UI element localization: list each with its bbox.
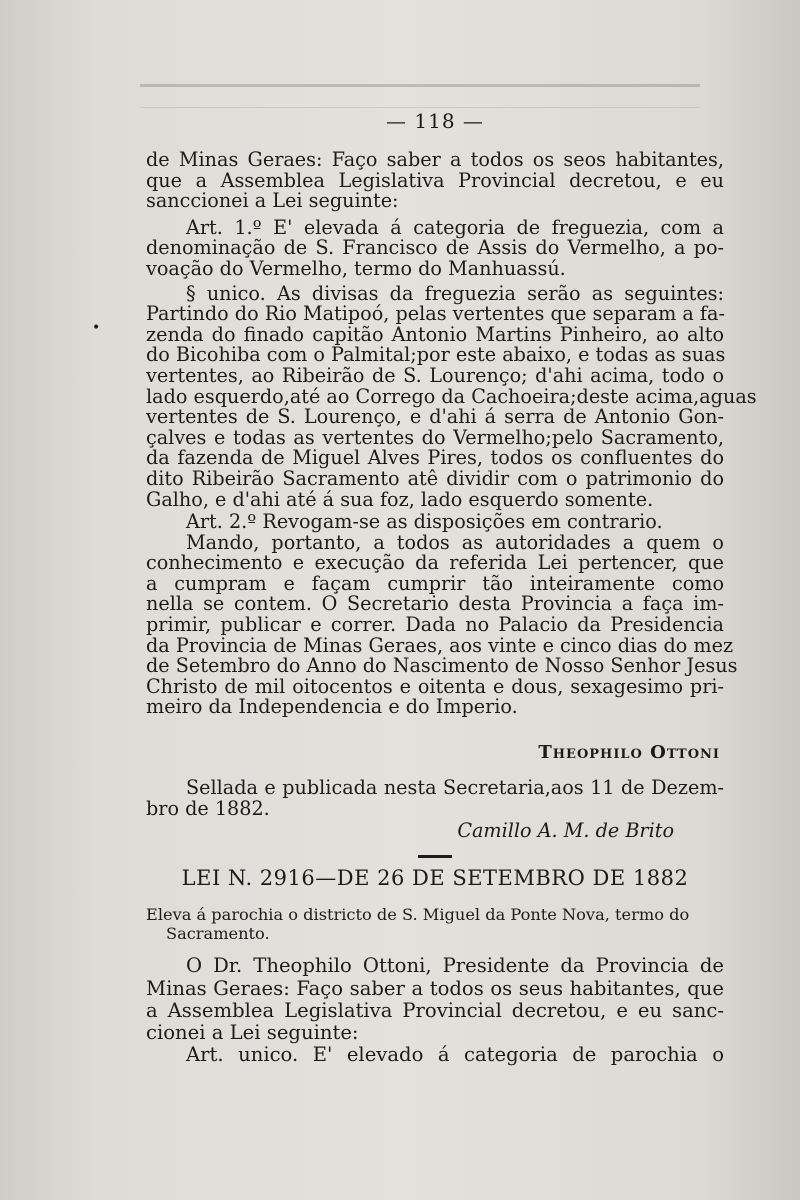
page-number: — 118 — (386, 109, 484, 133)
text-line: denominação de S. Francisco de Assis do Vermelho, a po- (146, 236, 724, 260)
text-column (146, 108, 757, 1067)
text-line: a cumpram e façam cumprir tão inteiramente como (146, 571, 724, 595)
text-line: vertentes de S. Lourenço, e d'ahi á serra de Antonio Gon- (146, 405, 724, 429)
bleed-through-rule (140, 84, 700, 108)
article-1 (146, 215, 724, 280)
text-line: Galho, e d'ahi até á sua foz, lado esquerdo somente. (146, 487, 654, 511)
text-line: çalves e todas as vertentes do Vermelho;pelo Sacramento, (146, 425, 724, 449)
mando-paragraph (146, 530, 738, 719)
text-line: Minas Geraes: Faço saber a todos os seus habitantes, que (146, 976, 724, 1000)
summary-line: Sacramento. (166, 923, 270, 943)
text-line: bro de 1882. (146, 796, 270, 820)
text-line: meiro da Independencia e do Imperio. (146, 695, 518, 719)
text-line: dito Ribeirão Sacramento atê dividir com o patrimonio do (146, 466, 724, 490)
signature-secretary: Camillo A. M. de Brito (457, 819, 674, 843)
text-line: sanccionei a Lei seguinte: (146, 189, 399, 213)
sellada-paragraph (146, 778, 724, 819)
paragraph-unico (146, 281, 757, 511)
text-line: lado esquerdo,até ao Corrego da Cachoeira;deste acima,aguas (146, 384, 757, 408)
text-line: da fazenda de Miguel Alves Pires, todos os confluentes do (146, 446, 724, 470)
text-line: da Provincia de Minas Geraes, aos vinte e cinco dias do mez (146, 633, 734, 657)
text-line: voação do Vermelho, termo do Manhuassú. (146, 256, 566, 280)
text-line: conhecimento e execução da referida Lei pertencer, que (146, 551, 724, 575)
text-line: Art. unico. E' elevado á categoria de parochia o (186, 1043, 724, 1067)
text-line: O Dr. Theophilo Ottoni, Presidente da Provincia de (186, 954, 724, 978)
signature-president: Theophilo Ottoni (538, 742, 720, 764)
section-divider (418, 855, 452, 858)
text-line: Mando, portanto, a todos as autoridades a quem o (186, 530, 724, 554)
intro-paragraph (146, 150, 724, 212)
text-line: primir, publicar e correr. Dada no Palacio da Presidencia (146, 613, 724, 637)
margin-dot: • (92, 320, 101, 336)
text-line: nella se contem. O Secretario desta Provincia a faça im- (146, 592, 724, 616)
text-line: Art. 1.º E' elevada á categoria de freguezia, com a (186, 215, 724, 239)
law-title: LEI N. 2916—DE 26 DE SETEMBRO DE 1882 (181, 866, 689, 891)
text-line: do Bicohiba com o Palmital;por este abaixo, e todas as suas (146, 343, 726, 367)
text-line: Sellada e publicada nesta Secretaria,aos 11 de Dezem- (186, 776, 724, 800)
law-summary (146, 906, 724, 943)
summary-line: Eleva á parochia o districto de S. Miguel da Ponte Nova, termo do (146, 905, 690, 925)
text-line: Art. 2.º Revogam-se as disposições em contrario. (186, 510, 663, 534)
text-line: vertentes, ao Ribeirão de S. Lourenço; d'ahi acima, todo o (146, 363, 724, 387)
text-line: a Assemblea Legislativa Provincial decretou, e eu sanc- (146, 998, 724, 1022)
text-line: Partindo do Rio Matipoó, pelas vertentes que separam a fa- (146, 302, 725, 326)
text-line: zenda do finado capitão Antonio Martins Pinheiro, ao alto (146, 322, 724, 346)
article-2 (146, 512, 724, 533)
law-body (146, 955, 724, 1066)
text-line: § unico. As divisas da freguezia serão as seguintes: (186, 281, 724, 305)
text-line: de Minas Geraes: Faço saber a todos os seos habitantes, (146, 148, 724, 171)
text-line: Christo de mil oitocentos e oitenta e dous, sexagesimo pri- (146, 674, 724, 698)
text-line: que a Assemblea Legislativa Provincial decretou, e eu (146, 168, 724, 192)
text-line: de Setembro do Anno do Nascimento de Nosso Senhor Jesus (146, 654, 738, 678)
text-line: cionei a Lei seguinte: (146, 1021, 359, 1045)
